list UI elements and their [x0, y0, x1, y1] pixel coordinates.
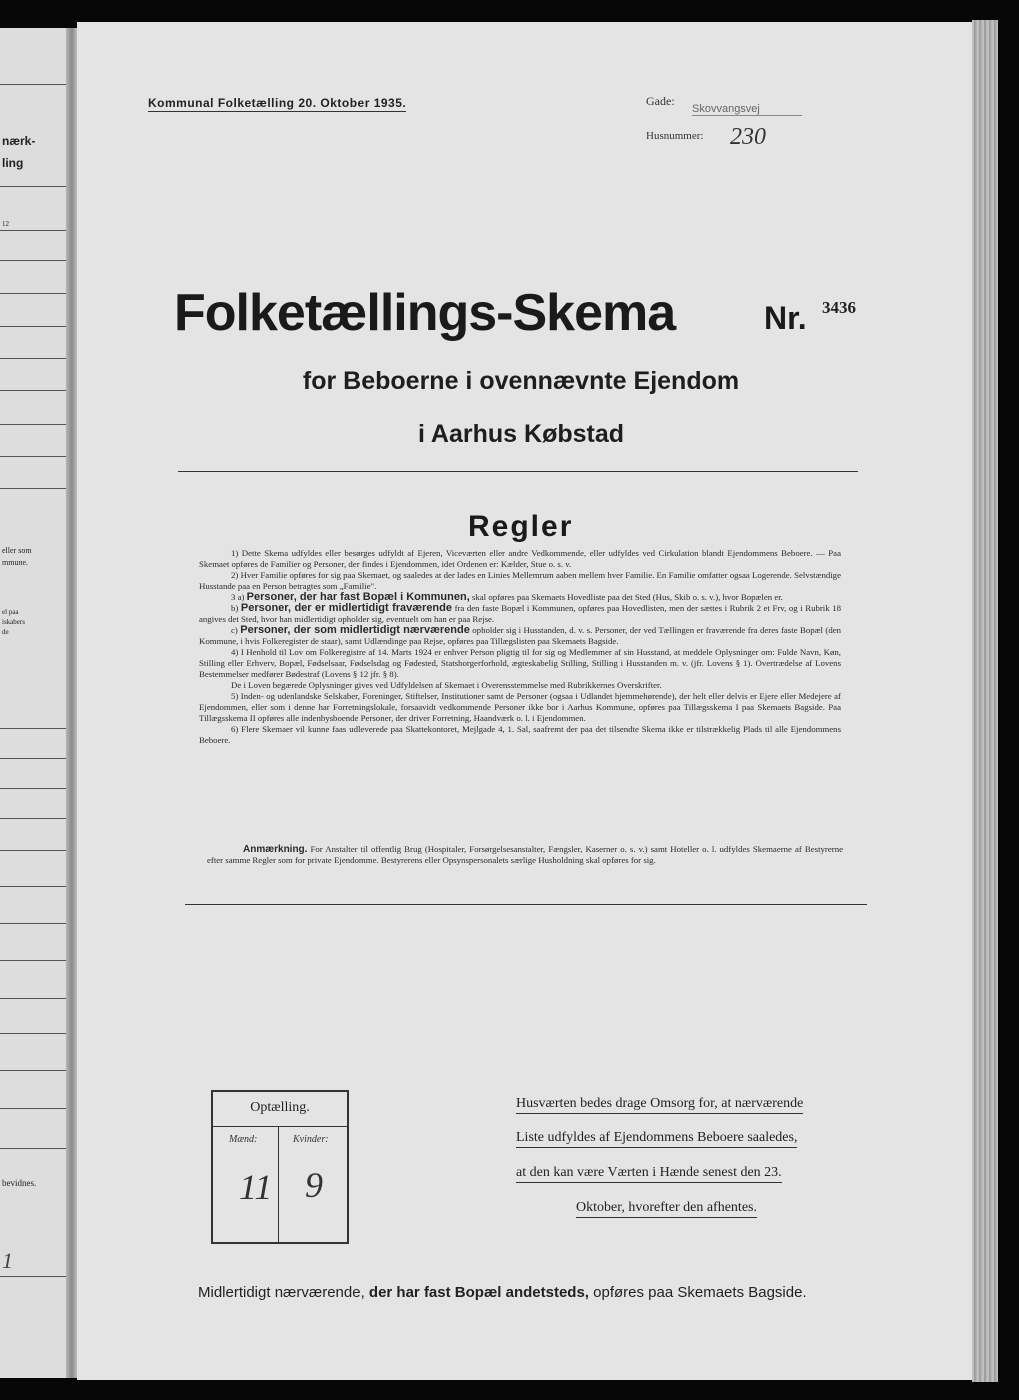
ruled-line: [0, 358, 72, 359]
ruled-line: [0, 1070, 72, 1071]
count-box-divider: [213, 1126, 347, 1127]
rule-5: 5) Inden- og udenlandske Selskaber, Foreninger, Stiftelser, Institutioner samt de Personer (ogsaa i Udlandet hjemmehørende), der helt eller delvis er Ejere eller Medejere af Ejendommen, eller som i denne har Forretningslokale, forsaavidt vedkommende Personer ikke bor i Aarhus Kommune, opføres paa Tillægsskema I paa Skemaets Bagside. Paa Tillægsskema II opføres alle indenbysboende Personer, der driver Forretning, Haandværk o. l. i Ejendommen.: [199, 691, 841, 723]
women-count: 9: [305, 1165, 323, 1205]
rules-heading: Regler: [468, 510, 574, 543]
rule-1: 1) Dette Skema udfyldes eller besørges udfyldt af Ejeren, Viceværten eller andre Vedkommende, eller udfyldes ved Cirkulation blandt Ejendommens Beboere. — Paa Skemaet opføres de Familier og Personer, der findes i Ejendommen, idet Ordenen er: Kælder, Stue o. s. v.: [199, 548, 841, 569]
handwritten-fragment: 1: [2, 1248, 13, 1273]
page-fragment: bevidnes.: [2, 1178, 37, 1188]
count-box-title: Optælling.: [250, 1100, 310, 1115]
rule-4b: De i Loven begærede Oplysninger gives ved Udfyldelsen af Skemaet i Overensstemmelse med Rubrikkernes Overskrifter.: [231, 680, 662, 690]
footer-note: [198, 1284, 807, 1301]
men-label: Mænd:: [229, 1134, 258, 1145]
landlord-notice-line: Husværten bedes drage Omsorg for, at nærværende: [516, 1096, 803, 1114]
ruled-line: [0, 1276, 72, 1277]
rule-6: 6) Flere Skemaer vil kunne faas udleverede paa Skattekontoret, Mejlgade 4, 1. Sal, saafremt der paa det tilsendte Skema ikke er tilstrækkelig Plads til alle Ejendommens Beboere.: [199, 724, 841, 745]
page-fragment: eller som: [2, 546, 32, 555]
ruled-line: [0, 1148, 72, 1149]
census-header-title: Kommunal Folketælling 20. Oktober 1935.: [148, 96, 407, 110]
landlord-notice-line: Liste udfyldes af Ejendommens Beboere saaledes,: [516, 1130, 797, 1148]
remark-label: Anmærkning.: [243, 844, 308, 855]
page-fragment: nærk-: [2, 134, 36, 148]
footer-text: Midlertidigt nærværende,: [198, 1284, 365, 1301]
rule-3c-prefix: c): [231, 625, 238, 635]
women-label: Kvinder:: [293, 1134, 329, 1145]
rule-3c: [199, 625, 841, 647]
ruled-line: [0, 758, 72, 759]
ruled-line: [0, 923, 72, 924]
ruled-line: [0, 886, 72, 887]
rule-4: 4) I Henhold til Lov om Folkeregistre af 14. Marts 1924 er enhver Person pligtig til for sig og Medlemmer af sin Husstand, at meddele Oplysninger om: Fulde Navn, Køn, Stilling eller Erhverv, Bopæl, Fødselsaar, Fødselsdag og Fødested, Statsborgerforhold, ægteskabelig Stilling, Stilling i Husstanden m. v. (jfr. Lovens § 1). Overtrædelse af Lovens Bestemmelser medfører Bødestraf (Lovens § 12 jfr. § 8).: [199, 647, 841, 679]
footer-bold-text: der har fast Bopæl andetsteds,: [368, 1284, 589, 1301]
page-fragment: mmune.: [2, 558, 28, 567]
rule-3c-bold: Personer, der som midlertidigt nærværende: [240, 624, 470, 636]
rule-3b: [199, 603, 841, 625]
page-fragment: iskabers: [2, 618, 25, 626]
rule-3a-prefix: 3 a): [231, 592, 245, 602]
divider: [185, 904, 867, 905]
house-number-value: 230: [730, 124, 766, 150]
rule-3c-text: opholder sig i Husstanden, d. v. s. Personer, der ved Tællingen er fraværende fra deres faste Bopæl (den Kommune, i hvis Folkeregister de staar), samt Udlændinge paa Rejse, opføres paa Tillægslisten paa Skemaets Bagside.: [199, 625, 842, 646]
ruled-line: [0, 84, 72, 85]
ruled-line: [0, 960, 72, 961]
page-fragment: 12: [2, 220, 9, 228]
landlord-notice-line: Oktober, hvorefter den afhentes.: [576, 1200, 757, 1218]
rule-3b-prefix: b): [231, 603, 239, 613]
remark-text: For Anstalter til offentlig Brug (Hospitaler, Forsørgelsesanstalter, Fængsler, Kaserner o. s. v.) samt Hoteller o. l. udfyldes Skemaerne af Bestyrerne efter samme Regler som for private Ejendomme. Bestyrerens eller Opsynspersonalets særlige Husholdning skal opføres for sig.: [207, 844, 843, 865]
ruled-line: [0, 1108, 72, 1109]
ruled-line: [0, 230, 72, 231]
ruled-line: [0, 728, 72, 729]
rule-3b-bold: Personer, der er midlertidigt fraværende: [240, 602, 452, 614]
ruled-line: [0, 326, 72, 327]
remark-paragraph: [207, 844, 843, 866]
landlord-notice-line: at den kan være Værten i Hænde senest den 23.: [516, 1165, 782, 1183]
rules-text: [199, 548, 841, 746]
page-fragment: ling: [2, 156, 24, 170]
page-fragment: el paa: [2, 608, 19, 616]
form-number-value: 3436: [822, 298, 856, 317]
street-value: Skovvangsvej: [692, 103, 802, 116]
rule-3a-bold: Personer, der har fast Bopæl i Kommunen,: [246, 591, 470, 603]
house-number-label: Husnummer:: [646, 130, 704, 142]
count-box-column-divider: [278, 1126, 279, 1242]
footer-text: opføres paa Skemaets Bagside.: [593, 1284, 807, 1301]
ruled-line: [0, 998, 72, 999]
ruled-line: [0, 788, 72, 789]
rule-2: 2) Hver Familie opføres for sig paa Skemaet, og saaledes at der lades en Linies Mellemrum aaben mellem hver Familie. En Familie omfatter ogsaa Logerende. Selvstændige Husstande paa en Person betragtes som „Familie".: [199, 570, 841, 591]
ruled-line: [0, 818, 72, 819]
ruled-line: [0, 456, 72, 457]
stacked-page-edges: [972, 20, 998, 1382]
page-fragment: de: [2, 628, 9, 636]
ruled-line: [0, 488, 72, 489]
ruled-line: [0, 850, 72, 851]
ruled-line: [0, 186, 72, 187]
ruled-line: [0, 260, 72, 261]
street-label: Gade:: [646, 94, 675, 108]
form-title: Folketællings-Skema: [174, 284, 676, 342]
form-subtitle-location: i Aarhus Købstad: [417, 420, 625, 448]
men-count: 11: [239, 1167, 273, 1207]
ruled-line: [0, 293, 72, 294]
ruled-line: [0, 1033, 72, 1034]
divider: [178, 471, 858, 472]
rule-3a-text: skal opføres paa Skemaets Hovedliste paa det Sted (Hus, Skib o. s. v.), hvor Bopælen er.: [471, 592, 783, 602]
form-subtitle: for Beboerne i ovennævnte Ejendom: [302, 367, 740, 395]
rule-3b-text: fra den faste Bopæl i Kommunen, opføres paa Hovedlisten, men der sættes i Rubrik 2 et Frv, og i Rubrik 18 angives det Sted, hvor han midlertidigt opholder sig, eventuelt om han er paa Rejse.: [199, 603, 841, 624]
count-box: [211, 1090, 349, 1244]
form-number-label: Nr.: [764, 300, 807, 336]
